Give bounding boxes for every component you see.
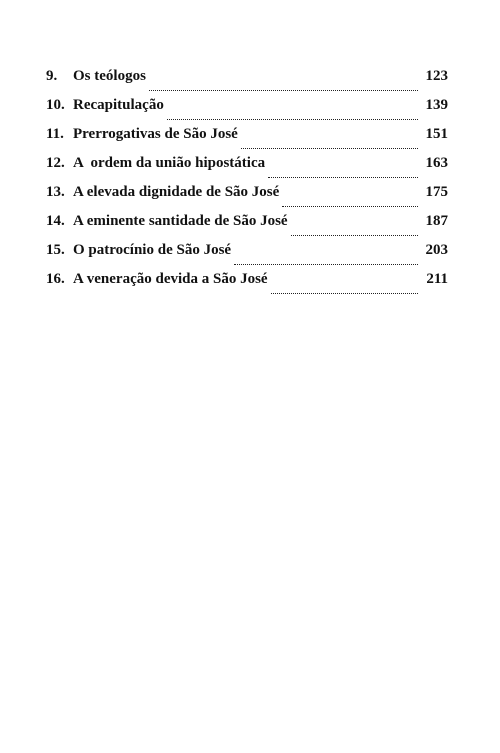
entry-page-number: 163	[425, 155, 448, 171]
entry-number: 10.	[46, 97, 65, 113]
entry-number: 12.	[46, 155, 65, 171]
entry-page-number: 123	[425, 68, 448, 84]
dot-leader	[241, 148, 418, 149]
dot-leader	[291, 235, 418, 236]
entry-number: 13.	[46, 184, 65, 200]
entry-page-number: 151	[425, 126, 448, 142]
entry-page-number: 187	[425, 213, 448, 229]
dot-leader	[149, 90, 418, 91]
entry-title: A veneração devida a São José	[73, 271, 268, 287]
toc-entry	[46, 269, 448, 298]
entry-title: A elevada dignidade de São José	[73, 184, 280, 200]
toc-entry	[46, 95, 448, 124]
entry-number: 15.	[46, 242, 65, 258]
dot-leader	[268, 177, 418, 178]
entry-number: 16.	[46, 271, 65, 287]
entry-number: 9.	[46, 68, 58, 84]
entry-page-number: 175	[425, 184, 448, 200]
entry-page-number: 139	[425, 97, 448, 113]
entry-page-number: 203	[425, 242, 448, 258]
toc-entry	[46, 66, 448, 95]
entry-title: O patrocínio de São José	[73, 242, 232, 258]
toc-entry	[46, 153, 448, 182]
toc-entry	[46, 124, 448, 153]
entry-title: Recapitulação	[73, 97, 164, 113]
toc-entry	[46, 240, 448, 269]
entry-number: 14.	[46, 213, 65, 229]
entry-title: Prerrogativas de São José	[73, 126, 238, 142]
table-of-contents	[46, 66, 448, 298]
dot-leader	[234, 264, 418, 265]
dot-leader	[271, 293, 418, 294]
entry-page-number: 211	[426, 271, 448, 287]
entry-number: 11.	[46, 126, 64, 142]
dot-leader	[282, 206, 418, 207]
entry-title: Os teólogos	[73, 68, 146, 84]
toc-entry	[46, 211, 448, 240]
dot-leader	[167, 119, 418, 120]
entry-title: A eminente santidade de São José	[73, 213, 288, 229]
toc-entry	[46, 182, 448, 211]
entry-title: A ordem da união hipostática	[73, 155, 266, 171]
